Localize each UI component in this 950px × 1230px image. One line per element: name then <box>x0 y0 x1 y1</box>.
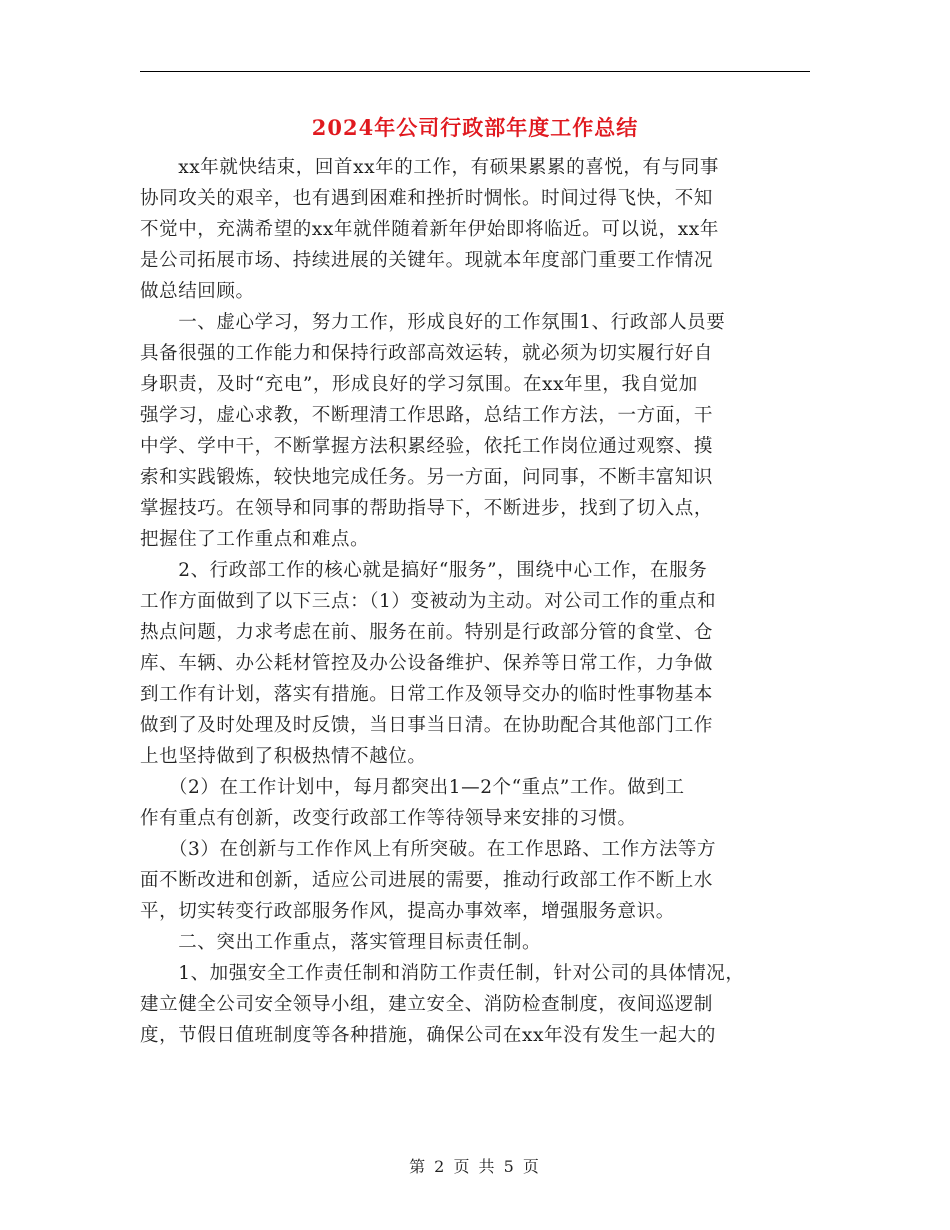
page-number: 第 2 页 共 5 页 <box>409 1157 541 1176</box>
text-line: 平，切实转变行政部服务作风，提高办事效率，增强服务意识。 <box>140 901 675 922</box>
text-line: 具备很强的工作能力和保持行政部高效运转，就必须为切实履行好自 <box>140 343 714 364</box>
text-line: 建立健全公司安全领导小组，建立安全、消防检查制度，夜间巡逻制 <box>140 994 714 1015</box>
text-line: 热点问题，力求考虑在前、服务在前。特别是行政部分管的食堂、仓 <box>140 622 714 643</box>
text-line: 掌握技巧。在领导和同事的帮助指导下，不断进步，找到了切入点， <box>140 498 714 519</box>
text-line: 二、突出工作重点，落实管理目标责任制。 <box>140 932 542 953</box>
text-line: 1、加强安全工作责任制和消防工作责任制，针对公司的具体情况， <box>140 963 745 984</box>
text-line: 中学、学中干，不断掌握方法积累经验，依托工作岗位通过观察、摸 <box>140 436 714 457</box>
document-body <box>140 152 820 1051</box>
text-line: 工作方面做到了以下三点：（1）变被动为主动。对公司工作的重点和 <box>140 591 717 612</box>
text-line: 强学习，虚心求教，不断理清工作思路，总结工作方法，一方面，干 <box>140 405 714 426</box>
text-line: 不觉中，充满希望的xx年就伴随着新年伊始即将临近。可以说，xx年 <box>140 219 719 240</box>
text-line: 是公司拓展市场、持续进展的关键年。现就本年度部门重要工作情况 <box>140 250 714 271</box>
text-line: 协同攻关的艰辛，也有遇到困难和挫折时惆怅。时间过得飞快，不知 <box>140 188 714 209</box>
text-line: 2、行政部工作的核心就是搞好“服务”，围绕中心工作，在服务 <box>140 560 708 581</box>
text-line: （3）在创新与工作作风上有所突破。在工作思路、工作方法等方 <box>140 839 717 860</box>
text-line: 作有重点有创新，改变行政部工作等待领导来安排的习惯。 <box>140 808 637 829</box>
paragraph-intro <box>140 152 820 307</box>
document-title: 2024年公司行政部年度工作总结 <box>311 115 639 140</box>
text-line: 做总结回顾。 <box>140 281 255 302</box>
paragraph-section-2-heading <box>140 927 820 958</box>
text-line: 做到了及时处理及时反馈，当日事当日清。在协助配合其他部门工作 <box>140 715 714 736</box>
header-rule <box>140 71 810 72</box>
paragraph-point-3 <box>140 834 820 927</box>
text-line: 库、车辆、办公耗材管控及办公设备维护、保养等日常工作，力争做 <box>140 653 714 674</box>
text-line: 把握住了工作重点和难点。 <box>140 529 370 550</box>
text-line: 一、虚心学习，努力工作，形成良好的工作氛围1、行政部人员要 <box>140 312 726 333</box>
text-line: （2）在工作计划中，每月都突出1—2个“重点”工作。做到工 <box>140 777 685 798</box>
paragraph-safety <box>140 958 820 1051</box>
paragraph-section-1 <box>140 307 820 555</box>
text-line: xx年就快结束，回首xx年的工作，有硕果累累的喜悦，有与同事 <box>140 157 719 178</box>
text-line: 上也坚持做到了积极热情不越位。 <box>140 746 427 767</box>
paragraph-point-2 <box>140 772 820 834</box>
text-line: 索和实践锻炼，较快地完成任务。另一方面，问同事，不断丰富知识 <box>140 467 714 488</box>
text-line: 面不断改进和创新，适应公司进展的需要，推动行政部工作不断上水 <box>140 870 714 891</box>
text-line: 身职责，及时“充电”，形成良好的学习氛围。在xx年里，我自觉加 <box>140 374 698 395</box>
paragraph-service <box>140 555 820 772</box>
text-line: 度，节假日值班制度等各种措施，确保公司在xx年没有发生一起大的 <box>140 1025 716 1046</box>
text-line: 到工作有计划，落实有措施。日常工作及领导交办的临时性事物基本 <box>140 684 714 705</box>
